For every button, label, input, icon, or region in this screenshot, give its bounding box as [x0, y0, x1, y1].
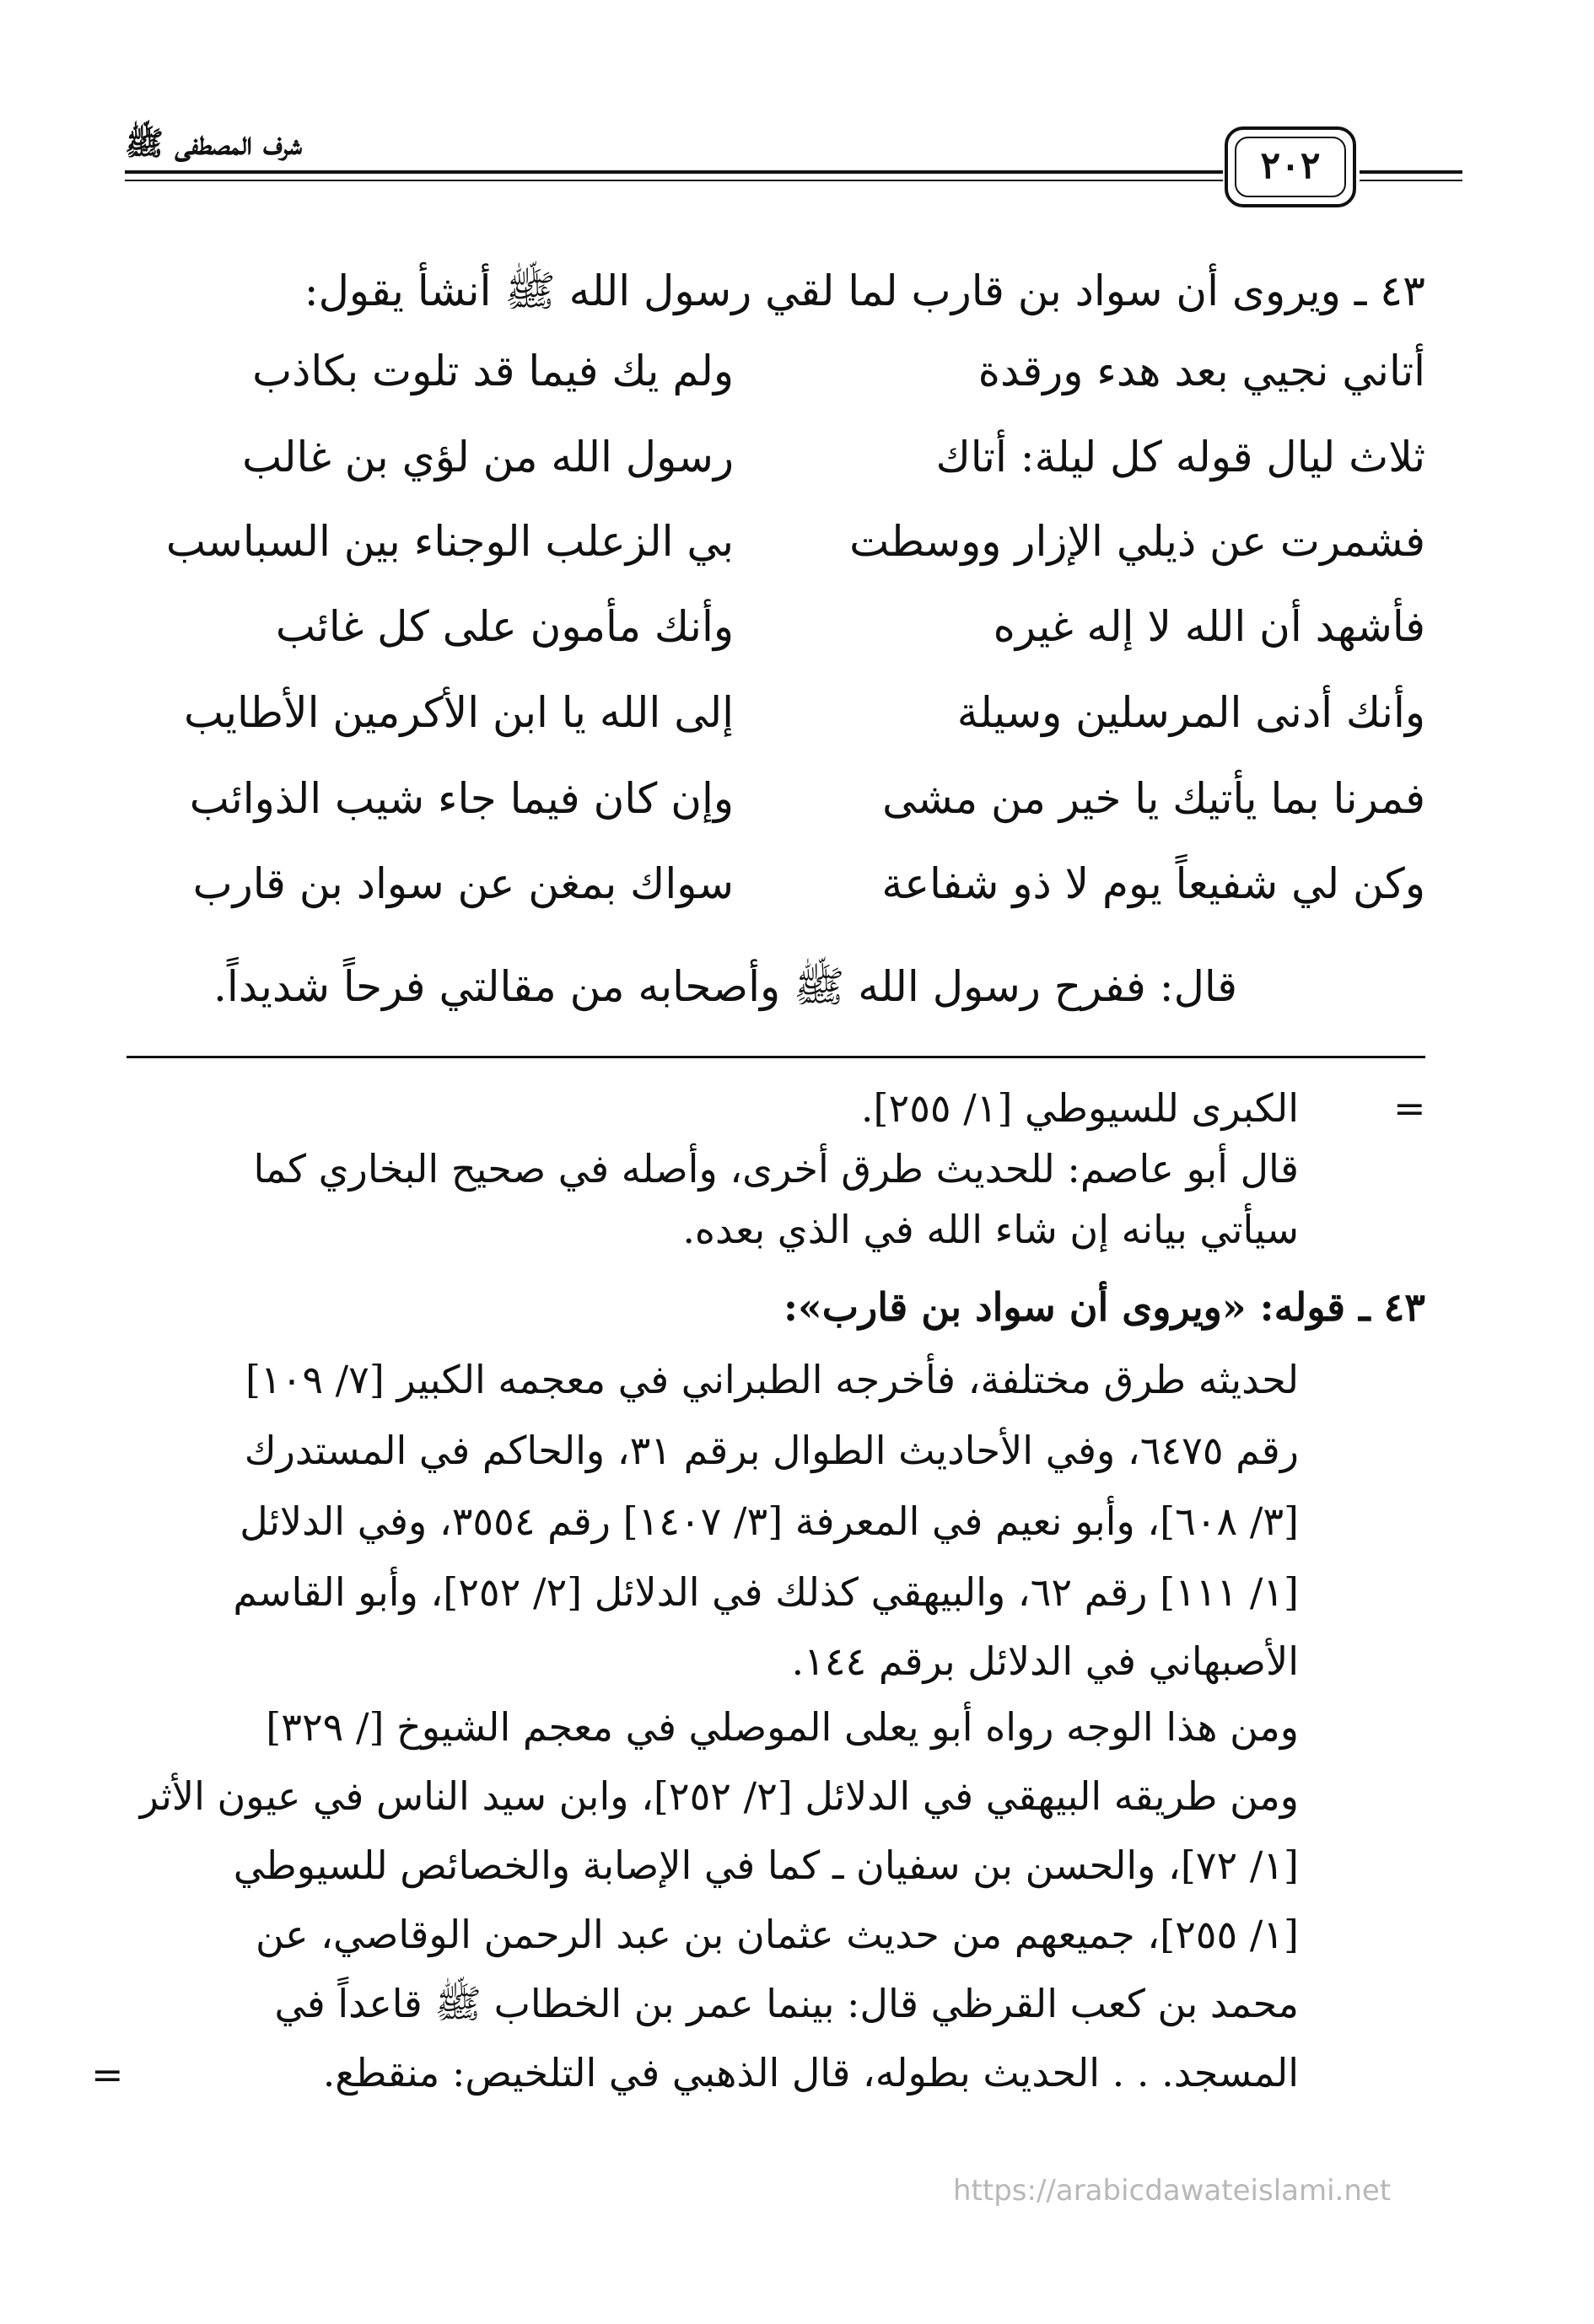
verse-4-second-hemistich: وأنك مأمون على كل غائب — [275, 602, 734, 651]
footnote-note-line: محمد بن كعب القرظي قال: بينما عمر بن الخطاب ﷺ قاعداً في — [274, 1981, 1299, 2026]
verse-6-first-hemistich: فمرنا بما يأتيك يا خير من مشى — [882, 774, 1425, 823]
verse-2-second-hemistich: رسول الله من لؤي بن غالب — [242, 433, 734, 481]
footnote-separator — [127, 1056, 1425, 1058]
footnote-line: سيأتي بيانه إن شاء الله في الذي بعده. — [682, 1207, 1299, 1252]
running-header-title: شرف المصطفى ﷺ — [125, 124, 302, 162]
footnote-note-line: ومن طريقه البيهقي في الدلائل [٢/ ٢٥٢]، وابن سيد الناس في عيون الأثر — [139, 1773, 1299, 1819]
verse-1-first-hemistich: أتاني نجيي بعد هدء ورقدة — [977, 347, 1425, 395]
page-number-frame — [1225, 126, 1356, 207]
verse-7-second-hemistich: سواك بمغن عن سواد بن قارب — [192, 859, 734, 908]
footnote-line: الكبرى للسيوطي [١/ ٢٥٥]. — [860, 1085, 1299, 1131]
footnote-note-line: [١/ ٢٥٥]، جميعهم من حديث عثمان بن عبد الرحمن الوقاصي، عن — [256, 1912, 1299, 1957]
header-rule-right-thin — [1360, 180, 1462, 181]
footnote-line: قال أبو عاصم: للحديث طرق أخرى، وأصله في صحيح البخاري كما — [253, 1146, 1299, 1192]
footnote-note-line: المسجد. . . الحديث بطوله، قال الذهبي في التلخيص: منقطع. — [322, 2050, 1299, 2095]
entry-intro: ٤٣ ـ ويروى أن سواد بن قارب لما لقي رسول الله ﷺ أنشأ يقول: — [304, 266, 1425, 315]
footnote-note-line: الأصبهاني في الدلائل برقم ١٤٤. — [791, 1638, 1299, 1684]
verse-7-first-hemistich: وكن لي شفيعاً يوم لا ذو شفاعة — [881, 859, 1425, 908]
verse-3-first-hemistich: فشمرت عن ذيلي الإزار ووسطت — [849, 517, 1425, 566]
entry-outro: قال: ففرح رسول الله ﷺ وأصحابه من مقالتي فرحاً شديداً. — [213, 962, 1238, 1011]
footnote-note-line: [١/ ١١١] رقم ٦٢، والبيهقي كذلك في الدلائل [٢/ ٢٥٢]، وأبو القاسم — [233, 1569, 1299, 1615]
verse-4-first-hemistich: فأشهد أن الله لا إله غيره — [993, 602, 1425, 651]
footnote-note-line: رقم ٦٤٧٥، وفي الأحاديث الطوال برقم ٣١، والحاكم في المستدرك — [244, 1428, 1299, 1473]
footnote-continuation-mark: = — [1393, 1085, 1426, 1131]
footnote-end-mark: = — [91, 2052, 124, 2097]
verse-1-second-hemistich: ولم يك فيما قد تلوت بكاذب — [252, 347, 734, 395]
footnote-note-line: ومن هذا الوجه رواه أبو يعلى الموصلي في معجم الشيوخ [/ ٣٢٩] — [266, 1704, 1299, 1750]
footnote-note-line: [٣/ ٦٠٨]، وأبو نعيم في المعرفة [٣/ ١٤٠٧] رقم ٣٥٥٤، وفي الدلائل — [240, 1498, 1299, 1544]
verse-5-first-hemistich: وأنك أدنى المرسلين وسيلة — [956, 688, 1425, 737]
verse-3-second-hemistich: بي الزعلب الوجناء بين السباسب — [165, 517, 734, 566]
verse-6-second-hemistich: وإن كان فيما جاء شيب الذوائب — [189, 774, 734, 823]
watermark-url: https://arabicdawateislami.net — [953, 2174, 1392, 2208]
footnote-note-line: لحديثه طرق مختلفة، فأخرجه الطبراني في معجمه الكبير [٧/ ١٠٩] — [245, 1357, 1299, 1402]
verse-5-second-hemistich: إلى الله يا ابن الأكرمين الأطايب — [184, 688, 734, 737]
footnote-note-line: [١/ ٧٢]، والحسن بن سفيان ـ كما في الإصابة والخصائص للسيوطي — [233, 1843, 1299, 1888]
verse-2-first-hemistich: ثلاث ليال قوله كل ليلة: أتاك — [935, 433, 1425, 481]
footnote-note-heading: ٤٣ ـ قوله: «ويروى أن سواد بن قارب»: — [784, 1284, 1425, 1330]
header-rule-thin — [125, 180, 1223, 181]
page-number: ٢٠٢ — [1235, 137, 1346, 197]
header-rule — [125, 170, 1223, 174]
header-rule-right — [1360, 170, 1462, 174]
